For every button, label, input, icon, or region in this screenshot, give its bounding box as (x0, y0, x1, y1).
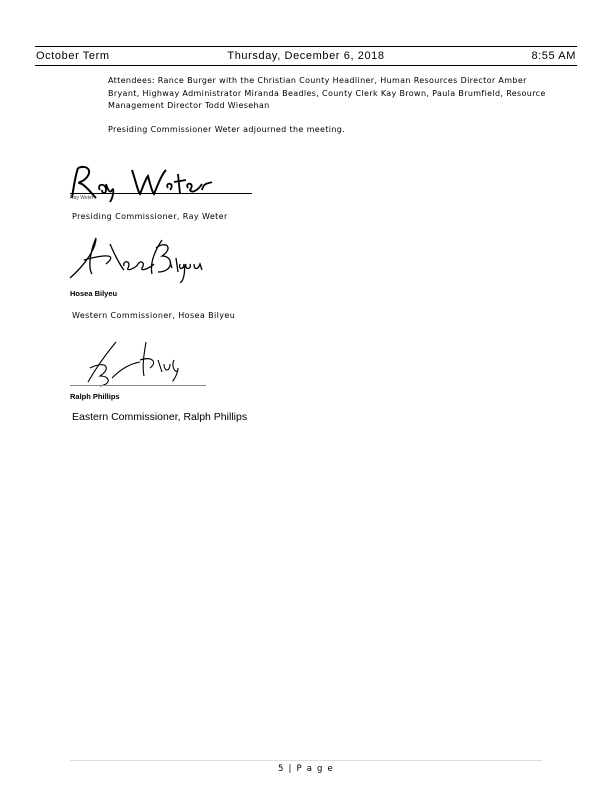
header-date: Thursday, December 6, 2018 (227, 50, 385, 62)
signature-typed-name: Hosea Bilyeu (70, 289, 118, 298)
signature-line (70, 385, 206, 386)
attendees-paragraph: Attendees: Rance Burger with the Christian County Headliner, Human Resources Director Amber Bryant, Highway Administrator Miranda Beadles, County Clerk Kay Brown, Paula Brumfield, Resource Management Director Todd Wiesehan (108, 76, 546, 110)
signature-typed-name: Ralph Phillips (70, 392, 120, 401)
header-term: October Term (36, 50, 110, 62)
signature-ralph-phillips (66, 338, 216, 390)
page-number: 5 | P a g e (278, 764, 334, 774)
page-header (35, 46, 577, 66)
footer-divider (70, 760, 542, 761)
presiding-commissioner-label: Presiding Commissioner, Ray Weter (72, 212, 228, 221)
western-commissioner-label: Western Commissioner, Hosea Bilyeu (72, 311, 236, 320)
eastern-commissioner-label: Eastern Commissioner, Ralph Phillips (72, 411, 248, 423)
signature-line (70, 193, 252, 194)
signature-hosea-bilyeu (66, 234, 226, 286)
signature-typed-name: Ray Weter (70, 195, 94, 201)
header-time: 8:55 AM (531, 50, 576, 62)
adjourn-paragraph: Presiding Commissioner Weter adjourned the meeting. (108, 125, 346, 134)
